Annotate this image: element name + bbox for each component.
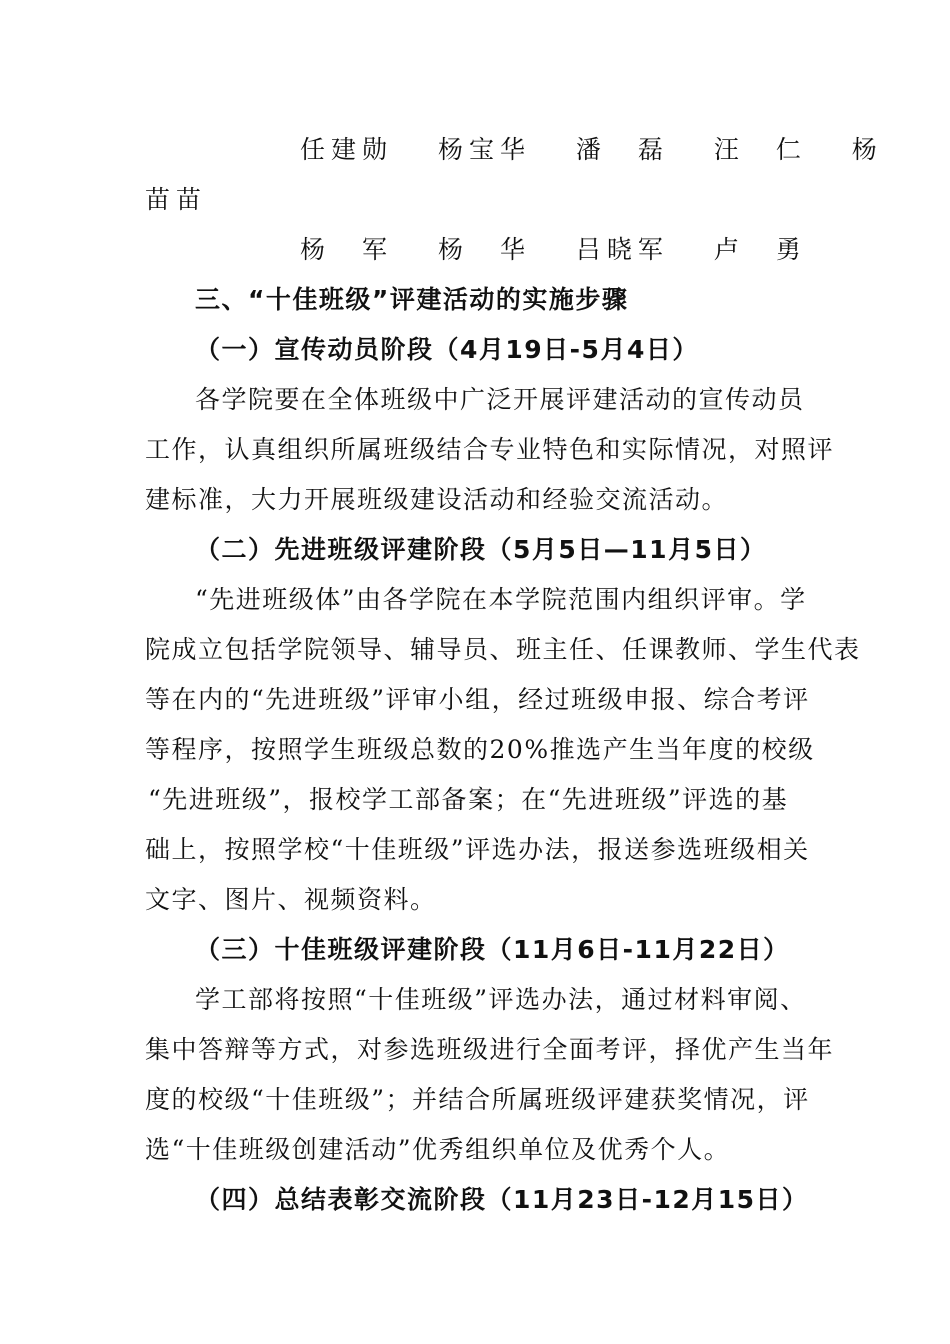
member-names-row-2: 杨 军 杨 华 吕晓军 卢 勇 — [300, 235, 807, 264]
step-3-line-2: 集中答辩等方式，对参选班级进行全面考评，择优产生当年 — [145, 1035, 835, 1064]
step-3-line-4: 选“十佳班级创建活动”优秀组织单位及优秀个人。 — [145, 1135, 731, 1164]
step-3-line-1: 学工部将按照“十佳班级”评选办法，通过材料审阅、 — [195, 985, 807, 1014]
step-2-line-5: “先进班级”，报校学工部备案；在“先进班级”评选的基 — [148, 785, 789, 814]
step-4-heading: （四）总结表彰交流阶段（11月23日-12月15日） — [195, 1185, 809, 1214]
step-2-line-4: 等程序，按照学生班级总数的20%推选产生当年度的校级 — [145, 735, 815, 764]
step-1-line-3: 建标准，大力开展班级建设活动和经验交流活动。 — [145, 485, 729, 514]
step-2-heading: （二）先进班级评建阶段（5月5日—11月5日） — [195, 535, 767, 564]
step-1-heading: （一）宣传动员阶段（4月19日-5月4日） — [195, 335, 699, 364]
step-1-line-2: 工作，认真组织所属班级结合专业特色和实际情况，对照评 — [145, 435, 835, 464]
member-names-row-1: 任建勋 杨宝华 潘 磊 汪 仁 杨 — [300, 135, 883, 164]
step-3-line-3: 度的校级“十佳班级”；并结合所属班级评建获奖情况，评 — [145, 1085, 810, 1114]
step-3-heading: （三）十佳班级评建阶段（11月6日-11月22日） — [195, 935, 790, 964]
step-2-line-3: 等在内的“先进班级”评审小组，经过班级申报、综合考评 — [145, 685, 810, 714]
section-heading: 三、“十佳班级”评建活动的实施步骤 — [195, 285, 629, 314]
step-2-line-7: 文字、图片、视频资料。 — [145, 885, 437, 914]
step-1-line-1: 各学院要在全体班级中广泛开展评建活动的宣传动员 — [195, 385, 805, 414]
step-2-line-1: “先进班级体”由各学院在本学院范围内组织评审。学 — [195, 585, 807, 614]
member-names-row-1-wrap: 苗苗 — [145, 185, 208, 214]
step-2-line-2: 院成立包括学院领导、辅导员、班主任、任课教师、学生代表 — [145, 635, 861, 664]
step-2-line-6: 础上，按照学校“十佳班级”评选办法，报送参选班级相关 — [145, 835, 810, 864]
